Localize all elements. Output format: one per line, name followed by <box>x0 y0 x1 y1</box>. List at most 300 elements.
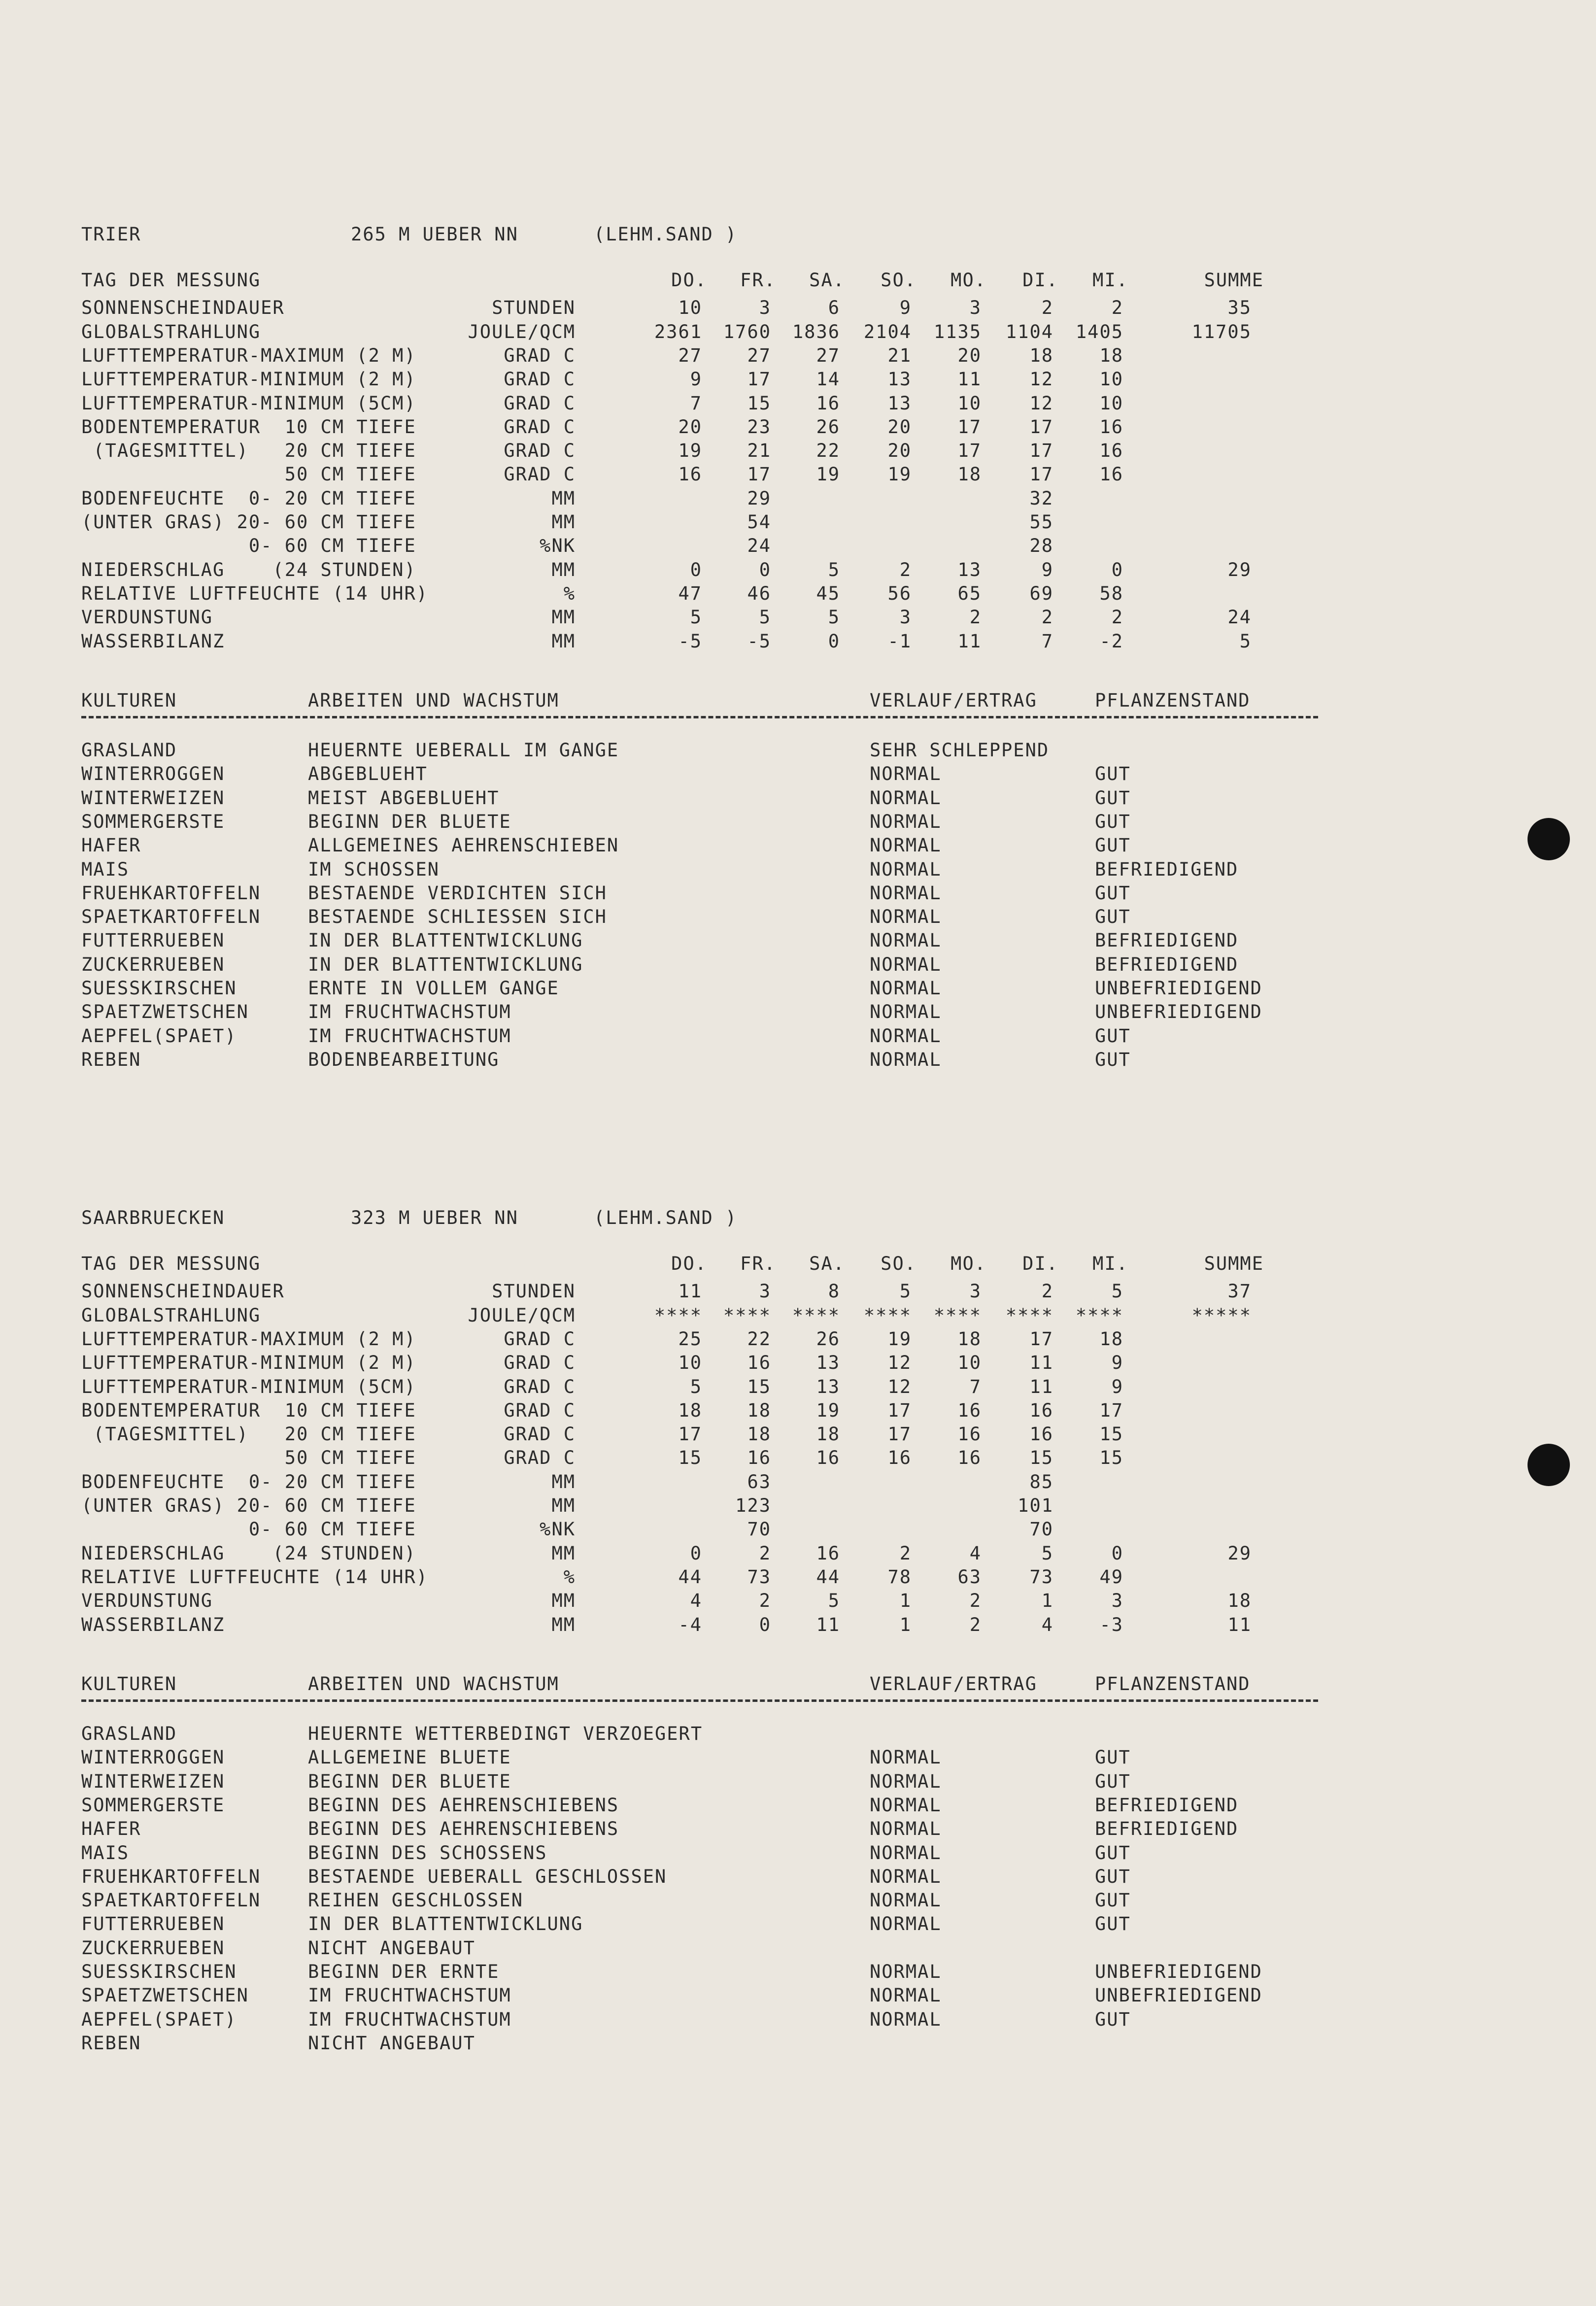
measure-value: 12 <box>1029 393 1053 414</box>
measure-value: 16 <box>1099 440 1123 461</box>
measure-value: 19 <box>816 1400 840 1421</box>
measure-value: 5 <box>1041 1543 1053 1564</box>
crop-activity: IN DER BLATTENTWICKLUNG <box>308 930 583 951</box>
crop-stand: GUT <box>1095 1890 1131 1911</box>
crops-header-arbeiten: ARBEITEN UND WACHSTUM <box>308 1673 559 1695</box>
measure-unit: MM <box>551 1495 576 1516</box>
day-header: FR. <box>740 270 776 291</box>
measure-value: 73 <box>1029 1566 1053 1588</box>
measure-value: -4 <box>678 1614 702 1635</box>
measure-sum: 29 <box>1227 1543 1252 1564</box>
crop-stand: GUT <box>1095 882 1131 904</box>
measure-value: **** <box>1075 1305 1123 1326</box>
crop-progress: NORMAL <box>870 811 942 832</box>
crop-activity: BODENBEARBEITUNG <box>308 1049 500 1070</box>
measure-value: 10 <box>678 1352 702 1373</box>
measure-value: 18 <box>747 1424 771 1445</box>
crop-stand: GUT <box>1095 763 1131 784</box>
measure-unit: GRAD C <box>504 1424 576 1445</box>
measure-unit: JOULE/QCM <box>468 1305 576 1326</box>
measure-label: WASSERBILANZ <box>81 1614 225 1635</box>
measure-label: BODENFEUCHTE 0- 20 CM TIEFE <box>81 488 416 509</box>
measure-value: 3 <box>969 1281 982 1302</box>
measure-value: 2 <box>1041 1281 1053 1302</box>
measure-value: 15 <box>747 393 771 414</box>
crop-activity: MEIST ABGEBLUEHT <box>308 787 500 809</box>
crop-stand: GUT <box>1095 1049 1131 1070</box>
day-header: MI. <box>1092 1253 1128 1274</box>
crop-name: REBEN <box>81 1049 141 1070</box>
crop-stand: GUT <box>1095 906 1131 927</box>
measure-value: 78 <box>887 1566 912 1588</box>
measure-value: 2 <box>1041 607 1053 628</box>
crop-progress: NORMAL <box>870 1961 942 1982</box>
measure-value: 17 <box>1029 440 1053 461</box>
measure-value: 45 <box>816 583 840 604</box>
measure-value: 56 <box>887 583 912 604</box>
measure-label: RELATIVE LUFTFEUCHTE (14 UHR) <box>81 1566 429 1588</box>
measure-value: 22 <box>747 1328 771 1350</box>
measure-value: 20 <box>887 416 912 438</box>
measure-label: LUFTTEMPERATUR-MINIMUM (5CM) <box>81 1376 416 1397</box>
crop-progress: NORMAL <box>870 2009 942 2030</box>
measure-value: 2 <box>969 607 982 628</box>
crops-header-stand: PFLANZENSTAND <box>1095 1673 1251 1695</box>
crop-name: SPAETZWETSCHEN <box>81 1985 249 2006</box>
crop-stand: UNBEFRIEDIGEND <box>1095 1985 1262 2006</box>
measure-value: 46 <box>747 583 771 604</box>
measure-value: 16 <box>816 1543 840 1564</box>
measure-sum: 37 <box>1227 1281 1252 1302</box>
measure-value: 10 <box>957 1352 982 1373</box>
measure-value: 16 <box>1099 416 1123 438</box>
measure-value: 69 <box>1029 583 1053 604</box>
measure-unit: MM <box>551 631 576 652</box>
measure-value: 28 <box>1029 535 1053 556</box>
measure-value: 10 <box>957 393 982 414</box>
station-name: SAARBRUECKEN <box>81 1207 225 1228</box>
measure-unit: MM <box>551 607 576 628</box>
crop-activity: BESTAENDE SCHLIESSEN SICH <box>308 906 607 927</box>
measure-value: 16 <box>957 1447 982 1468</box>
measure-value: 65 <box>957 583 982 604</box>
measure-value: 18 <box>1029 345 1053 366</box>
crop-stand: BEFRIEDIGEND <box>1095 1818 1239 1839</box>
measure-unit: STUNDEN <box>492 1281 576 1302</box>
measure-value: 13 <box>957 559 982 580</box>
measure-value: 18 <box>747 1400 771 1421</box>
measure-label: LUFTTEMPERATUR-MINIMUM (5CM) <box>81 393 416 414</box>
measure-value: -1 <box>887 631 912 652</box>
crop-stand: GUT <box>1095 1913 1131 1934</box>
measure-unit: GRAD C <box>504 464 576 485</box>
measure-value: 0 <box>759 559 771 580</box>
measure-value: 5 <box>828 559 840 580</box>
crop-progress: NORMAL <box>870 930 942 951</box>
measure-value: 4 <box>969 1543 982 1564</box>
station-soil: (LEHM.SAND ) <box>594 1207 738 1228</box>
crop-activity: BEGINN DES SCHOSSENS <box>308 1842 547 1864</box>
measure-value: 22 <box>816 440 840 461</box>
measure-value: 13 <box>887 393 912 414</box>
measure-value: 16 <box>957 1400 982 1421</box>
measure-value: 10 <box>1099 369 1123 390</box>
measure-value: 2 <box>759 1543 771 1564</box>
measure-unit: GRAD C <box>504 393 576 414</box>
measure-value: 1104 <box>1005 321 1053 342</box>
measure-value: 5 <box>899 1281 912 1302</box>
measure-sum: ***** <box>1191 1305 1252 1326</box>
measure-value: 2 <box>759 1590 771 1611</box>
crop-name: SPAETZWETSCHEN <box>81 1001 249 1022</box>
crop-activity: BEGINN DES AEHRENSCHIEBENS <box>308 1818 619 1839</box>
crop-name: WINTERWEIZEN <box>81 1771 225 1792</box>
measure-value: 15 <box>1099 1424 1123 1445</box>
measure-value: 73 <box>747 1566 771 1588</box>
measure-value: 1 <box>899 1614 912 1635</box>
measure-value: 19 <box>678 440 702 461</box>
measure-value: 17 <box>1029 464 1053 485</box>
measure-value: 7 <box>690 393 702 414</box>
crop-stand: GUT <box>1095 2009 1131 2030</box>
measure-value: 1405 <box>1075 321 1123 342</box>
measure-value: 16 <box>678 464 702 485</box>
measure-value: 0 <box>1111 559 1123 580</box>
measure-unit: MM <box>551 511 576 533</box>
day-header: SO. <box>881 1253 917 1274</box>
measure-value: 15 <box>747 1376 771 1397</box>
measure-value: 3 <box>759 297 771 318</box>
measure-value: 16 <box>957 1424 982 1445</box>
crop-activity: BEGINN DER ERNTE <box>308 1961 500 1982</box>
measure-value: 15 <box>1099 1447 1123 1468</box>
crop-activity: BESTAENDE VERDICHTEN SICH <box>308 882 607 904</box>
crop-name: GRASLAND <box>81 1723 177 1744</box>
measure-value: 16 <box>1099 464 1123 485</box>
measure-value: 101 <box>1018 1495 1053 1516</box>
crop-stand: BEFRIEDIGEND <box>1095 930 1239 951</box>
crop-name: ZUCKERRUEBEN <box>81 1937 225 1959</box>
day-header: SA. <box>809 270 845 291</box>
day-header: SA. <box>809 1253 845 1274</box>
measure-label: BODENTEMPERATUR 10 CM TIEFE <box>81 416 416 438</box>
measure-value: 44 <box>678 1566 702 1588</box>
measure-label: (TAGESMITTEL) 20 CM TIEFE <box>81 1424 416 1445</box>
measure-value: 5 <box>690 1376 702 1397</box>
measure-value: -5 <box>747 631 771 652</box>
measure-value: 16 <box>1029 1400 1053 1421</box>
measure-value: 18 <box>816 1424 840 1445</box>
measure-value: 26 <box>816 1328 840 1350</box>
crop-name: MAIS <box>81 1842 130 1864</box>
crop-name: ZUCKERRUEBEN <box>81 954 225 975</box>
measure-label: GLOBALSTRAHLUNG <box>81 321 261 342</box>
measure-label: NIEDERSCHLAG (24 STUNDEN) <box>81 559 416 580</box>
measure-value: 17 <box>887 1424 912 1445</box>
crop-progress: NORMAL <box>870 1049 942 1070</box>
measure-value: **** <box>863 1305 912 1326</box>
measure-value: 13 <box>887 369 912 390</box>
measure-value: 11 <box>957 369 982 390</box>
measure-value: **** <box>723 1305 771 1326</box>
measure-value: 63 <box>747 1471 771 1492</box>
measure-value: 9 <box>690 369 702 390</box>
measure-unit: MM <box>551 559 576 580</box>
measure-unit: GRAD C <box>504 369 576 390</box>
crops-header-stand: PFLANZENSTAND <box>1095 690 1251 711</box>
measure-value: 9 <box>1111 1376 1123 1397</box>
crop-name: HAFER <box>81 1818 141 1839</box>
measure-value: 15 <box>678 1447 702 1468</box>
crop-progress: SEHR SCHLEPPEND <box>870 740 1050 761</box>
measure-value: 5 <box>759 607 771 628</box>
measure-value: 123 <box>735 1495 771 1516</box>
measure-value: 3 <box>759 1281 771 1302</box>
measure-value: 7 <box>1041 631 1053 652</box>
measure-label: 0- 60 CM TIEFE <box>81 535 416 556</box>
measure-value: 11 <box>816 1614 840 1635</box>
measure-value: 13 <box>816 1352 840 1373</box>
measure-value: 9 <box>899 297 912 318</box>
measure-value: 12 <box>887 1376 912 1397</box>
crop-name: AEPFEL(SPAET) <box>81 2009 237 2030</box>
measure-value: 11 <box>1029 1376 1053 1397</box>
measure-label: BODENTEMPERATUR 10 CM TIEFE <box>81 1400 416 1421</box>
crop-activity: BEGINN DER BLUETE <box>308 811 511 832</box>
measure-label: 50 CM TIEFE <box>81 1447 416 1468</box>
crop-name: SOMMERGERSTE <box>81 811 225 832</box>
measure-value: 20 <box>957 345 982 366</box>
crop-activity: ALLGEMEINES AEHRENSCHIEBEN <box>308 835 619 856</box>
measure-value: **** <box>792 1305 840 1326</box>
measure-value: 85 <box>1029 1471 1053 1492</box>
measure-value: 55 <box>1029 511 1053 533</box>
measure-value: 19 <box>816 464 840 485</box>
measure-value: 32 <box>1029 488 1053 509</box>
measure-label: 50 CM TIEFE <box>81 464 416 485</box>
measure-unit: GRAD C <box>504 1376 576 1397</box>
measure-value: 3 <box>899 607 912 628</box>
measure-value: 20 <box>887 440 912 461</box>
crops-header-verlauf: VERLAUF/ERTRAG <box>870 1673 1037 1695</box>
measure-value: 2 <box>969 1590 982 1611</box>
measure-value: 25 <box>678 1328 702 1350</box>
measure-value: 0 <box>690 1543 702 1564</box>
crop-name: SOMMERGERSTE <box>81 1795 225 1816</box>
crop-activity: NICHT ANGEBAUT <box>308 1937 475 1959</box>
measure-value: 16 <box>747 1447 771 1468</box>
crop-activity: BEGINN DER BLUETE <box>308 1771 511 1792</box>
crop-stand: GUT <box>1095 1025 1131 1047</box>
measure-value: 47 <box>678 583 702 604</box>
station-elevation: 323 M UEBER NN <box>351 1207 518 1228</box>
measure-unit: % <box>563 1566 576 1588</box>
measure-value: 18 <box>1099 1328 1123 1350</box>
measure-value: 18 <box>1099 345 1123 366</box>
measure-label: WASSERBILANZ <box>81 631 225 652</box>
measure-value: 26 <box>816 416 840 438</box>
measure-value: 54 <box>747 511 771 533</box>
day-header: MO. <box>951 270 986 291</box>
dashed-divider <box>81 1699 1318 1702</box>
measure-unit: MM <box>551 1471 576 1492</box>
crop-stand: UNBEFRIEDIGEND <box>1095 1961 1262 1982</box>
measure-unit: GRAD C <box>504 1352 576 1373</box>
measure-value: 1135 <box>933 321 982 342</box>
crop-progress: NORMAL <box>870 1842 942 1864</box>
measure-unit: %NK <box>540 535 576 556</box>
measure-sum: 29 <box>1227 559 1252 580</box>
crop-progress: NORMAL <box>870 954 942 975</box>
measure-value: 0 <box>828 631 840 652</box>
measure-value: **** <box>933 1305 982 1326</box>
station-elevation: 265 M UEBER NN <box>351 224 518 245</box>
measure-value: 17 <box>957 416 982 438</box>
measure-value: 2 <box>1111 297 1123 318</box>
crop-progress: NORMAL <box>870 859 942 880</box>
crops-header-arbeiten: ARBEITEN UND WACHSTUM <box>308 690 559 711</box>
measure-value: 1 <box>1041 1590 1053 1611</box>
crop-name: SPAETKARTOFFELN <box>81 1890 261 1911</box>
crop-progress: NORMAL <box>870 978 942 999</box>
measure-value: 3 <box>1111 1590 1123 1611</box>
measure-value: 27 <box>747 345 771 366</box>
measure-value: 58 <box>1099 583 1123 604</box>
measure-value: 17 <box>1029 1328 1053 1350</box>
measure-value: 18 <box>678 1400 702 1421</box>
measure-unit: GRAD C <box>504 1447 576 1468</box>
day-header: DI. <box>1022 270 1058 291</box>
measure-label: VERDUNSTUNG <box>81 1590 213 1611</box>
measure-value: 44 <box>816 1566 840 1588</box>
measure-unit: GRAD C <box>504 345 576 366</box>
measure-label: LUFTTEMPERATUR-MINIMUM (2 M) <box>81 369 416 390</box>
measure-value: 7 <box>969 1376 982 1397</box>
measure-value: 49 <box>1099 1566 1123 1588</box>
measure-label: (UNTER GRAS) 20- 60 CM TIEFE <box>81 1495 416 1516</box>
measure-value: 70 <box>1029 1519 1053 1540</box>
measure-value: 17 <box>747 369 771 390</box>
measure-sum: 24 <box>1227 607 1252 628</box>
measure-value: 2 <box>1041 297 1053 318</box>
measure-label: BODENFEUCHTE 0- 20 CM TIEFE <box>81 1471 416 1492</box>
measure-value: 20 <box>678 416 702 438</box>
measure-value: 5 <box>690 607 702 628</box>
measure-value: 5 <box>1111 1281 1123 1302</box>
measure-value: 12 <box>887 1352 912 1373</box>
day-header: FR. <box>740 1253 776 1274</box>
crop-activity: IM FRUCHTWACHSTUM <box>308 2009 511 2030</box>
crop-stand: BEFRIEDIGEND <box>1095 1795 1239 1816</box>
crop-stand: GUT <box>1095 787 1131 809</box>
crop-progress: NORMAL <box>870 1866 942 1887</box>
measure-value: 17 <box>887 1400 912 1421</box>
measure-value: 8 <box>828 1281 840 1302</box>
crop-activity: HEUERNTE WETTERBEDINGT VERZOEGERT <box>308 1723 703 1744</box>
measure-label: GLOBALSTRAHLUNG <box>81 1305 261 1326</box>
crop-progress: NORMAL <box>870 1025 942 1047</box>
crop-name: HAFER <box>81 835 141 856</box>
measure-label: TAG DER MESSUNG <box>81 270 261 291</box>
sum-header: SUMME <box>1204 1253 1264 1274</box>
measure-value: 0 <box>759 1614 771 1635</box>
measure-value: 16 <box>887 1447 912 1468</box>
measure-label: LUFTTEMPERATUR-MAXIMUM (2 M) <box>81 1328 416 1350</box>
measure-label: NIEDERSCHLAG (24 STUNDEN) <box>81 1543 416 1564</box>
station-name: TRIER <box>81 224 141 245</box>
measure-value: -5 <box>678 631 702 652</box>
measure-label: (UNTER GRAS) 20- 60 CM TIEFE <box>81 511 416 533</box>
measure-value: 29 <box>747 488 771 509</box>
measure-value: 1 <box>899 1590 912 1611</box>
crop-progress: NORMAL <box>870 835 942 856</box>
measure-label: 0- 60 CM TIEFE <box>81 1519 416 1540</box>
measure-label: RELATIVE LUFTFEUCHTE (14 UHR) <box>81 583 429 604</box>
crop-progress: NORMAL <box>870 1795 942 1816</box>
crop-name: SUESSKIRSCHEN <box>81 978 237 999</box>
measure-value: **** <box>654 1305 702 1326</box>
measure-label: LUFTTEMPERATUR-MINIMUM (2 M) <box>81 1352 416 1373</box>
measure-unit: JOULE/QCM <box>468 321 576 342</box>
measure-value: **** <box>1005 1305 1053 1326</box>
measure-value: 16 <box>1029 1424 1053 1445</box>
measure-value: 63 <box>957 1566 982 1588</box>
crop-progress: NORMAL <box>870 882 942 904</box>
crop-activity: BEGINN DES AEHRENSCHIEBENS <box>308 1795 619 1816</box>
crop-activity: IM FRUCHTWACHSTUM <box>308 1985 511 2006</box>
measure-sum: 11 <box>1227 1614 1252 1635</box>
crop-name: MAIS <box>81 859 130 880</box>
measure-value: 16 <box>816 1447 840 1468</box>
crop-activity: HEUERNTE UEBERALL IM GANGE <box>308 740 619 761</box>
crop-progress: NORMAL <box>870 1001 942 1022</box>
day-header: SO. <box>881 270 917 291</box>
measure-value: 2 <box>1111 607 1123 628</box>
measure-value: 17 <box>1029 416 1053 438</box>
crop-progress: NORMAL <box>870 906 942 927</box>
day-header: MI. <box>1092 270 1128 291</box>
crop-activity: IM FRUCHTWACHSTUM <box>308 1025 511 1047</box>
crop-name: SPAETKARTOFFELN <box>81 906 261 927</box>
measure-value: 2361 <box>654 321 702 342</box>
measure-sum: 11705 <box>1191 321 1252 342</box>
measure-value: 16 <box>747 1352 771 1373</box>
measure-value: 9 <box>1111 1352 1123 1373</box>
station-soil: (LEHM.SAND ) <box>594 224 738 245</box>
crop-name: FUTTERRUEBEN <box>81 1913 225 1934</box>
measure-value: 27 <box>678 345 702 366</box>
crop-stand: GUT <box>1095 1747 1131 1768</box>
measure-unit: %NK <box>540 1519 576 1540</box>
measure-value: 17 <box>957 440 982 461</box>
measure-unit: GRAD C <box>504 1328 576 1350</box>
measure-value: -3 <box>1099 1614 1123 1635</box>
measure-sum: 35 <box>1227 297 1252 318</box>
day-header: DI. <box>1022 1253 1058 1274</box>
crop-name: FUTTERRUEBEN <box>81 930 225 951</box>
measure-value: 19 <box>887 1328 912 1350</box>
sum-header: SUMME <box>1204 270 1264 291</box>
crop-progress: NORMAL <box>870 1985 942 2006</box>
measure-value: 17 <box>1099 1400 1123 1421</box>
measure-value: 27 <box>816 345 840 366</box>
punch-hole <box>1528 1444 1570 1486</box>
crop-stand: UNBEFRIEDIGEND <box>1095 978 1262 999</box>
measure-value: 5 <box>828 607 840 628</box>
measure-value: 18 <box>957 1328 982 1350</box>
crop-activity: IN DER BLATTENTWICKLUNG <box>308 954 583 975</box>
measure-unit: MM <box>551 1614 576 1635</box>
